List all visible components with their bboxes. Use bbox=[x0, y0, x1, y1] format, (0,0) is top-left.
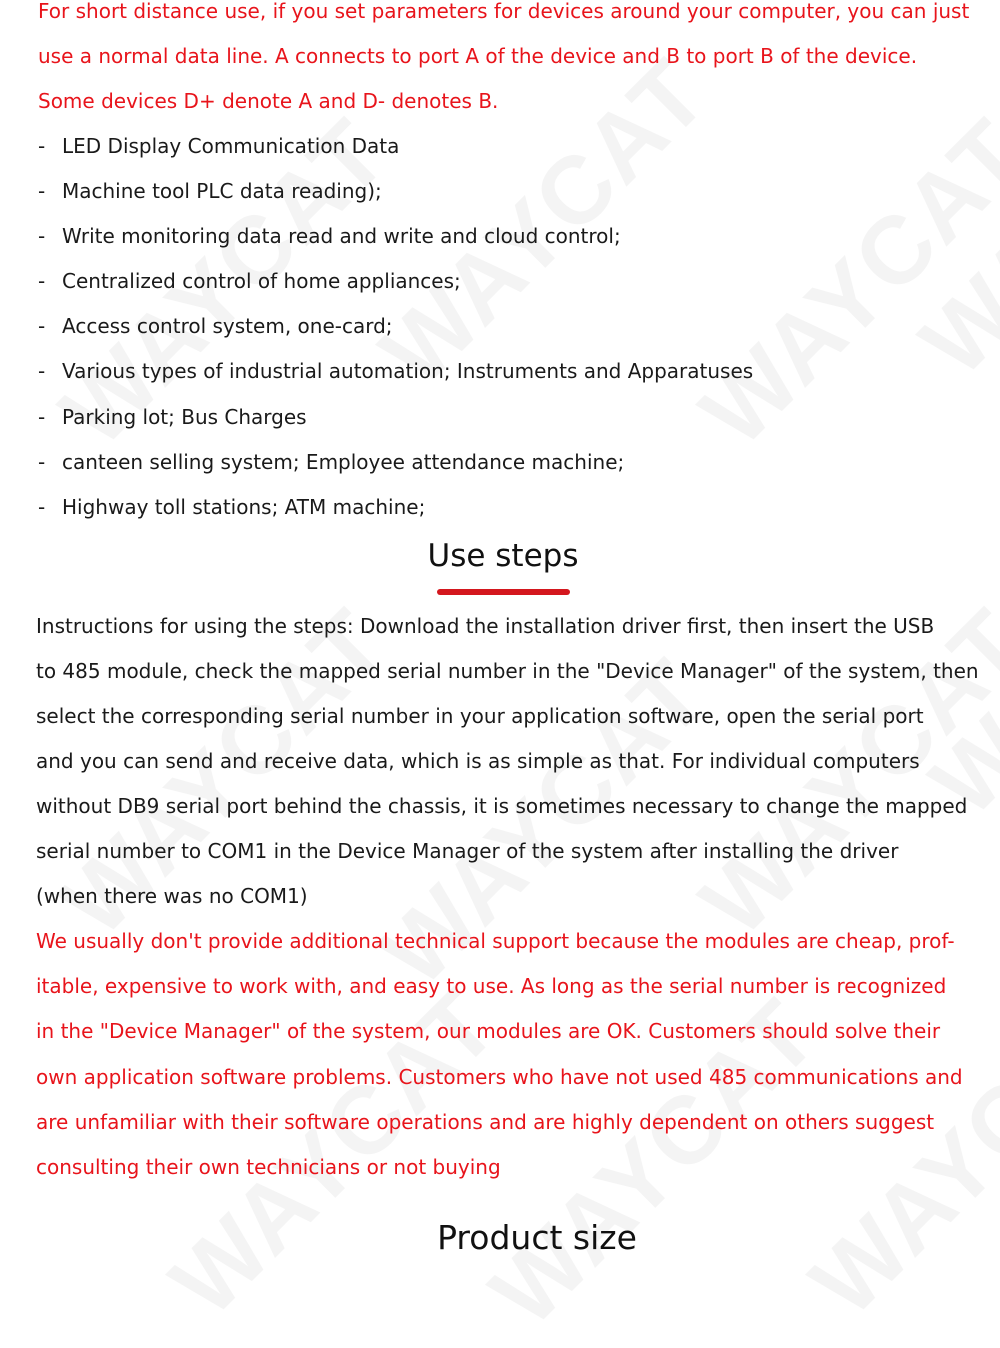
instructions-line: without DB9 serial port behind the chassis, it is sometimes necessary to change the mapped bbox=[36, 794, 968, 818]
list-item-text: Various types of industrial automation; Instruments and Apparatuses bbox=[62, 359, 754, 383]
support-line: consulting their own technicians or not buying bbox=[36, 1155, 501, 1179]
intro-line: Some devices D+ denote A and D- denotes B. bbox=[38, 89, 499, 113]
list-item bbox=[38, 224, 621, 248]
list-item-text: Highway toll stations; ATM machine; bbox=[62, 495, 426, 519]
section-heading-use-steps: Use steps bbox=[427, 538, 579, 574]
support-line: We usually don't provide additional technical support because the modules are cheap, prof- bbox=[36, 929, 955, 953]
list-item-text: canteen selling system; Employee attendance machine; bbox=[62, 450, 625, 474]
bullet-dash: - bbox=[38, 359, 46, 383]
list-item bbox=[38, 495, 425, 519]
list-item bbox=[38, 405, 307, 429]
bullet-dash: - bbox=[38, 179, 46, 203]
instructions-line: select the corresponding serial number in your application software, open the serial port bbox=[36, 704, 924, 728]
instructions-line: to 485 module, check the mapped serial number in the "Device Manager" of the system, then bbox=[36, 659, 979, 683]
support-line: in the "Device Manager" of the system, our modules are OK. Customers should solve their bbox=[36, 1019, 941, 1043]
list-item bbox=[38, 269, 461, 293]
list-item-text: LED Display Communication Data bbox=[62, 134, 400, 158]
bullet-dash: - bbox=[38, 314, 46, 338]
bullet-dash: - bbox=[38, 224, 46, 248]
instructions-line: serial number to COM1 in the Device Manager of the system after installing the driver bbox=[36, 839, 899, 863]
list-item bbox=[38, 450, 624, 474]
bullet-dash: - bbox=[38, 269, 46, 293]
intro-line: For short distance use, if you set parameters for devices around your computer, you can just bbox=[38, 0, 970, 23]
watermark bbox=[680, 589, 1000, 958]
bullet-dash: - bbox=[38, 134, 46, 158]
list-item bbox=[38, 314, 393, 338]
list-item-text: Access control system, one-card; bbox=[62, 314, 393, 338]
watermark bbox=[680, 99, 1000, 468]
instructions-line: and you can send and receive data, which is as simple as that. For individual computers bbox=[36, 749, 920, 773]
watermark bbox=[900, 29, 1000, 398]
intro-line: use a normal data line. A connects to port A of the device and B to port B of the device. bbox=[38, 44, 918, 68]
bullet-dash: - bbox=[38, 450, 46, 474]
list-item-text: Machine tool PLC data reading); bbox=[62, 179, 382, 203]
heading-underline bbox=[437, 589, 570, 595]
support-line: are unfamiliar with their software operations and are highly dependent on others suggest bbox=[36, 1110, 935, 1134]
bullet-dash: - bbox=[38, 405, 46, 429]
list-item-text: Write monitoring data read and write and cloud control; bbox=[62, 224, 621, 248]
watermark bbox=[910, 469, 1000, 838]
instructions-line: (when there was no COM1) bbox=[36, 884, 308, 908]
list-item bbox=[38, 179, 382, 203]
bullet-dash: - bbox=[38, 495, 46, 519]
list-item-text: Parking lot; Bus Charges bbox=[62, 405, 307, 429]
list-item-text: Centralized control of home appliances; bbox=[62, 269, 461, 293]
list-item bbox=[38, 134, 399, 158]
section-heading-product-size: Product size bbox=[437, 1218, 637, 1257]
list-item bbox=[38, 359, 753, 383]
support-line: own application software problems. Customers who have not used 485 communications and bbox=[36, 1065, 963, 1089]
instructions-line: Instructions for using the steps: Download the installation driver first, then insert the USB bbox=[36, 614, 935, 638]
support-line: itable, expensive to work with, and easy to use. As long as the serial number is recognized bbox=[36, 974, 947, 998]
